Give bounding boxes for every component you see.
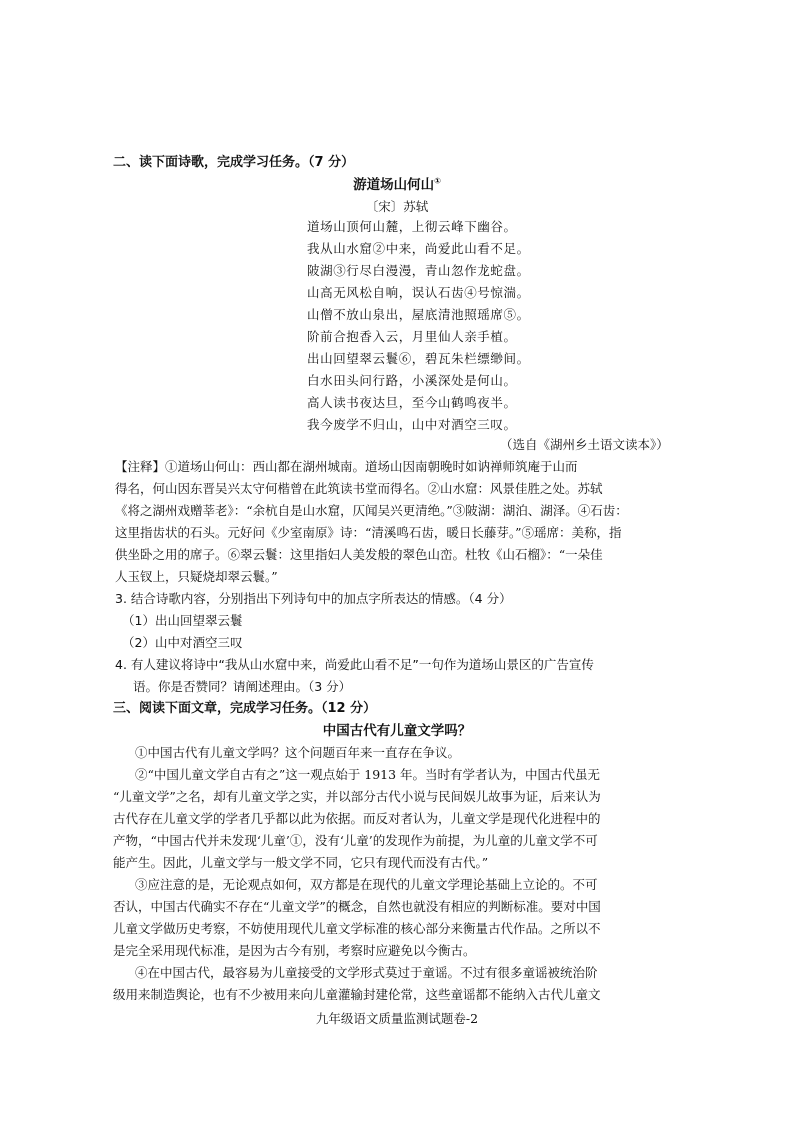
article-line: 儿童文学做历史考察，不妨使用现代儿童文学标准的核心部分来衡量古代作品。之所以不 — [113, 921, 601, 936]
poem-title-note: ① — [434, 176, 441, 186]
poem-title: 游道场山何山① — [353, 176, 441, 193]
section3-header: 三、阅读下面文章，完成学习任务。（12 分） — [113, 701, 377, 716]
poem-line: 白水田头问行路，小溪深处是何山。 — [307, 373, 517, 388]
poem-line: 山高无风松自响，误认石齿④号惊湍。 — [307, 285, 530, 300]
poem-line: 陂湖③行尽白漫漫，青山忽作龙蛇盘。 — [307, 263, 530, 278]
poem-line: 山僧不放山泉出，屋底清池照瑶席⑤。 — [307, 307, 530, 322]
article-line: ①中国古代有儿童文学吗？这个问题百年来一直存在争议。 — [135, 745, 461, 760]
question-3-item-2: （2）山中对酒空三叹 — [122, 635, 243, 650]
article-line: ④在中国古代，最容易为儿童接受的文学形式莫过于童谣。不过有很多童谣被统治阶 — [135, 965, 598, 980]
article-line: 能产生。因此，儿童文学与一般文学不同，它只有现代而没有古代。” — [113, 855, 489, 870]
section2-header: 二、读下面诗歌，完成学习任务。（7 分） — [113, 155, 355, 170]
article-line: 古代存在儿童文学的学者几乎都以此为依据。而反对者认为，儿童文学是现代化进程中的 — [113, 811, 601, 826]
poem-line: 我从山水窟②中来，尚爱此山看不足。 — [307, 241, 530, 256]
article-line: ③应注意的是，无论观点如何，双方都是在现代的儿童文学理论基础上立论的。不可 — [135, 877, 598, 892]
question-4-line-1: 4. 有人建议将诗中“我从山水窟中来，尚爱此山看不足”一句作为道场山景区的广告宣传 — [115, 657, 594, 672]
article-line: 否认，中国古代确实不存在“儿童文学”的概念，自然也就没有相应的判断标准。要对中国 — [113, 899, 601, 914]
question-4-line-2: 语。你是否赞同？请阐述理由。（3 分） — [133, 679, 352, 694]
article-line: “儿童文学”之名，却有儿童文学之实，并以部分古代小说与民间娱儿故事为证，后来认为 — [113, 789, 601, 804]
note-line: 人玉钗上，只疑烧却翠云鬟。” — [115, 569, 278, 584]
poem-line: 出山回望翠云鬟⑥，碧瓦朱栏缥缈间。 — [307, 351, 530, 366]
poem-line: 阶前合抱香入云，月里仙人亲手植。 — [307, 329, 517, 344]
poem-line: 我今废学不归山，山中对酒空三叹。 — [307, 417, 517, 432]
question-3: 3. 结合诗歌内容，分别指出下列诗句中的加点字所表达的情感。（4 分） — [115, 591, 512, 606]
article-line: ②“中国儿童文学自古有之”这一观点始于 1913 年。当时有学者认为，中国古代虽无 — [135, 767, 601, 782]
note-line: 供坐卧之用的席子。⑥翠云鬟：这里指妇人美发般的翠色山峦。杜牧《山石榴》：“一朵佳 — [115, 547, 603, 562]
article-line: 是完全采用现代标准，是因为古今有别，考察时应避免以今衡古。 — [113, 943, 476, 958]
note-line: 得名，何山因东晋吴兴太守何楷曾在此筑读书堂而得名。②山水窟：风景佳胜之处。苏轼 — [115, 481, 603, 496]
article-title: 中国古代有儿童文学吗？ — [322, 723, 472, 739]
page-footer: 九年级语文质量监测试题卷-2 — [315, 1011, 479, 1026]
note-line: 《将之湖州戏赠莘老》：“余杭自是山水窟，仄闻吴兴更清绝。”③陂湖：湖泊、湖泽。④石齿： — [115, 503, 628, 518]
poem-line: 高人读书夜达旦，至今山鹤鸣夜半。 — [307, 395, 517, 410]
poem-source: （选自《湖州乡土语文读本》） — [500, 437, 669, 452]
note-line: 【注释】①道场山何山：西山都在湖州城南。道场山因南朝晚时如讷禅师筑庵于山而 — [115, 459, 578, 474]
poem-line: 道场山顶何山麓，上彻云峰下幽谷。 — [307, 219, 517, 234]
poem-author: 〔宋〕苏轼 — [365, 199, 429, 214]
note-line: 这里指齿状的石头。元好问《少室南原》诗：“清溪鸣石齿，暖日长藤芽。”⑤瑶席：美称，指 — [115, 525, 622, 540]
article-line: 级用来制造舆论，也有不少被用来向儿童灌输封建伦常，这些童谣都不能纳入古代儿童文 — [113, 987, 601, 1002]
question-3-item-1: （1）出山回望翠云鬟 — [122, 613, 243, 628]
article-line: 产物，“中国古代并未发现‘儿童’①，没有‘儿童’的发现作为前提，为儿童的儿童文学不可 — [113, 833, 598, 848]
